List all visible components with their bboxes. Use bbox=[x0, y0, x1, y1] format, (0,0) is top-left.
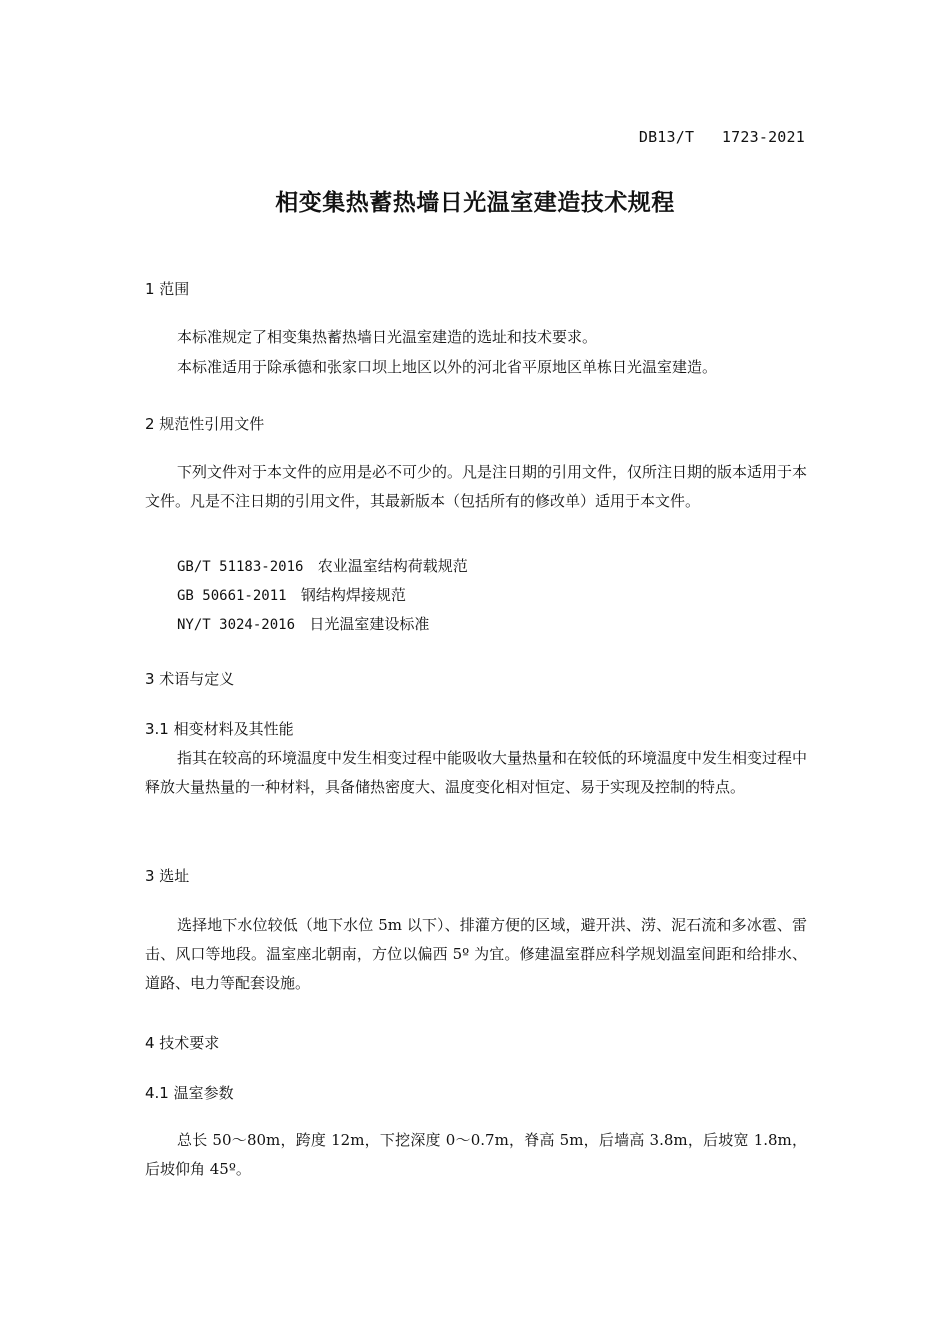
reference-item bbox=[177, 584, 406, 605]
reference-name: 钢结构焊接规范 bbox=[300, 586, 406, 604]
section-heading-normative-references: 2 规范性引用文件 bbox=[145, 415, 265, 433]
greenhouse-parameters-paragraph: 总长 50～80m，跨度 12m，下挖深度 0～0.7m，脊高 5m，后墙高 3.8m，后坡宽 1.8m，后坡仰角 45º。 bbox=[145, 1131, 807, 1178]
reference-item bbox=[177, 555, 468, 576]
reference-code: NY/T 3024-2016 bbox=[177, 617, 296, 633]
terms-paragraph: 指其在较高的环境温度中发生相变过程中能吸收大量热量和在较低的环境温度中发生相变过程中释放大量热量的一种材料，具备储热密度大、温度变化相对恒定、易于实现及控制的特点。 bbox=[145, 749, 808, 796]
section-heading-site-selection: 3 选址 bbox=[145, 867, 190, 885]
section-heading-scope: 1 范围 bbox=[145, 280, 190, 298]
document-title: 相变集热蓄热墙日光温室建造技术规程 bbox=[275, 190, 675, 216]
site-paragraph: 选择地下水位较低（地下水位 5m 以下）、排灌方便的区域，避开洪、涝、泥石流和多冰雹、雷击、风口等地段。温室座北朝南，方位以偏西 5º 为宜。修建温室群应科学规划温室间距和给排水、道路、电力等配套设施。 bbox=[145, 916, 807, 992]
reference-name: 农业温室结构荷载规范 bbox=[317, 557, 468, 575]
reference-code: GB 50661-2011 bbox=[177, 588, 287, 604]
reference-code: GB/T 51183-2016 bbox=[177, 559, 304, 575]
subsection-heading-phase-change-material: 3.1 相变材料及其性能 bbox=[145, 720, 294, 738]
reference-name: 日光温室建设标准 bbox=[309, 615, 430, 633]
scope-paragraph-2: 本标准适用于除承德和张家口坝上地区以外的河北省平原地区单栋日光温室建造。 bbox=[177, 358, 718, 376]
document-code: DB13/T 1723-2021 bbox=[638, 128, 805, 146]
subsection-heading-greenhouse-parameters: 4.1 温室参数 bbox=[145, 1084, 234, 1102]
scope-paragraph-1: 本标准规定了相变集热蓄热墙日光温室建造的选址和技术要求。 bbox=[177, 328, 598, 346]
section-heading-technical-requirements: 4 技术要求 bbox=[145, 1034, 220, 1052]
normative-paragraph: 下列文件对于本文件的应用是必不可少的。凡是注日期的引用文件，仅所注日期的版本适用于本文件。凡是不注日期的引用文件，其最新版本（包括所有的修改单）适用于本文件。 bbox=[145, 463, 808, 510]
reference-item bbox=[177, 613, 429, 634]
section-heading-terms: 3 术语与定义 bbox=[145, 670, 235, 688]
